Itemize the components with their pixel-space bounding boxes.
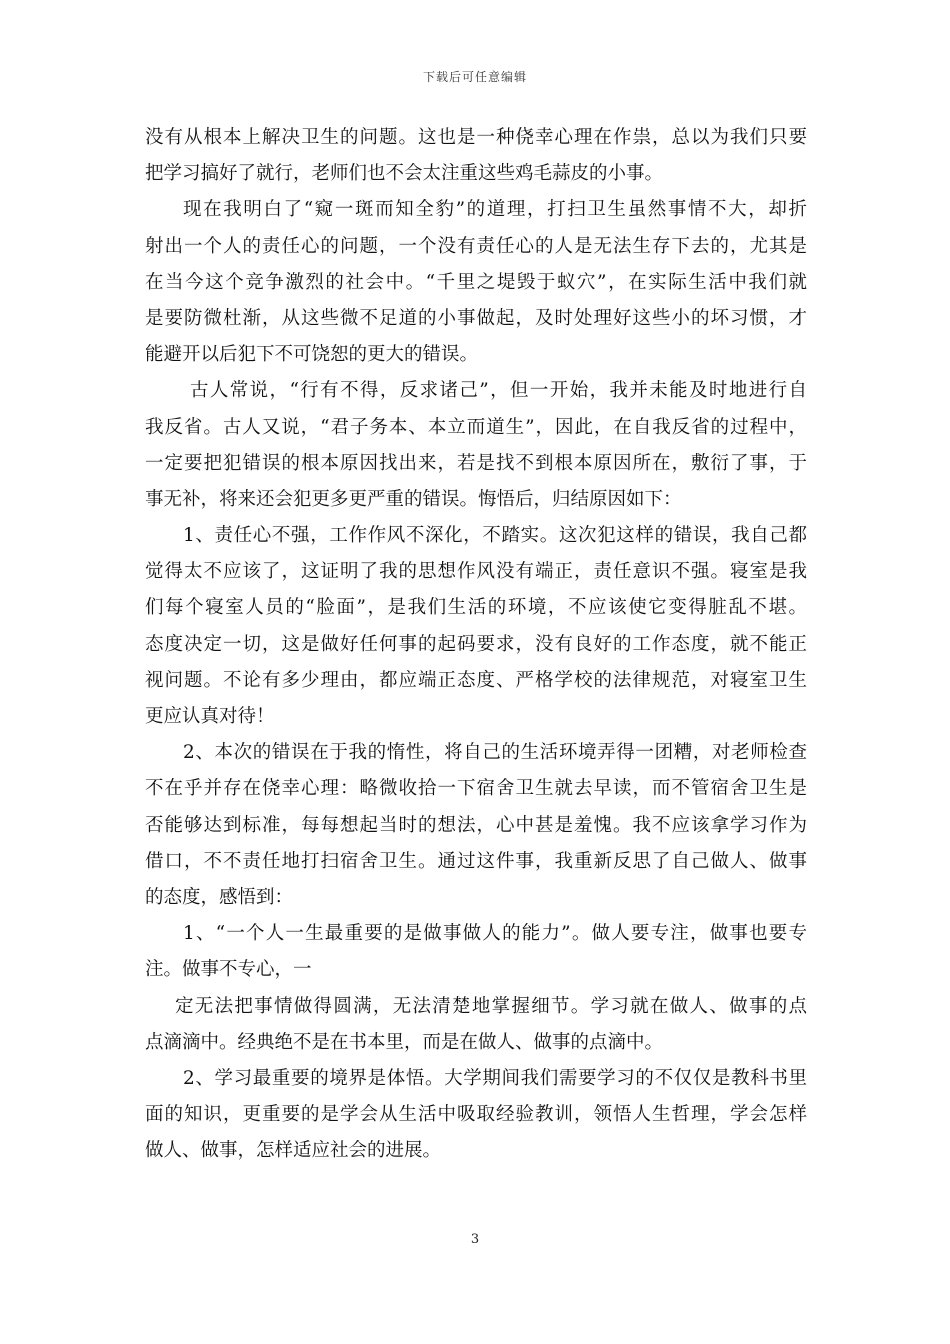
- text-line: 视问题。不论有多少理由，都应端正态度、严格学校的法律规范，对寝室卫生: [145, 669, 807, 691]
- text-line: 不在乎并存在侥幸心理：略微收拾一下宿舍卫生就去早读，而不管宿舍卫生是: [145, 778, 807, 800]
- text-line: 面的知识，更重要的是学会从生活中吸取经验教训，领悟人生哲理，学会怎样: [145, 1104, 807, 1126]
- text-line: 更应认真对待！: [145, 706, 275, 727]
- text-line: 事无补，将来还会犯更多更严重的错误。悔悟后，归结原因如下：: [145, 488, 682, 510]
- text-line: 没有从根本上解决卫生的问题。这也是一种侥幸心理在作祟，总以为我们只要: [145, 127, 807, 148]
- text-line: 2、学习最重要的境界是体悟。大学期间我们需要学习的不仅仅是教科书里: [183, 1067, 807, 1089]
- text-line: 古人常说，“行有不得，反求诸己”，但一开始，我并未能及时地进行自: [190, 380, 807, 402]
- text-line: 借口，不不责任地打扫宿舍卫生。通过这件事，我重新反思了自己做人、做事: [145, 850, 807, 872]
- text-line: 在当今这个竞争激烈的社会中。“千里之堤毁于蚁穴”，在实际生活中我们就: [145, 271, 807, 293]
- text-line: 们每个寝室人员的“脸面”，是我们生活的环境，不应该使它变得脏乱不堪。: [145, 597, 807, 619]
- page-number: 3: [470, 1232, 480, 1247]
- text-line: 1、“一个人一生最重要的是做事做人的能力”。做人要专注，做事也要专: [183, 923, 807, 945]
- text-line: 现在我明白了“窥一斑而知全豹”的道理，打扫卫生虽然事情不大，却折: [183, 199, 807, 221]
- text-line: 定无法把事情做得圆满，无法清楚地掌握细节。学习就在做人、做事的点: [175, 995, 807, 1017]
- text-line: 一定要把犯错误的根本原因找出来，若是找不到根本原因所在，敷衍了事，于: [145, 452, 807, 474]
- text-line: 的态度，感悟到：: [145, 886, 294, 908]
- text-line: 态度决定一切，这是做好任何事的起码要求，没有良好的工作态度，就不能正: [145, 633, 807, 655]
- text-line: 能避开以后犯下不可饶恕的更大的错误。: [145, 344, 479, 366]
- text-line: 2、本次的错误在于我的惰性，将自己的生活环境弄得一团糟，对老师检查: [183, 742, 807, 764]
- page-header: 下载后可任意编辑: [422, 70, 527, 84]
- text-line: 注。做事不专心，一: [145, 959, 312, 981]
- text-line: 我反省。古人又说，“君子务本、本立而道生”，因此，在自我反省的过程中，: [145, 416, 807, 438]
- text-line: 点滴滴中。经典绝不是在书本里，而是在做人、做事的点滴中。: [145, 1031, 664, 1053]
- text-line: 是要防微杜渐，从这些微不足道的小事做起，及时处理好这些小的坏习惯，才: [145, 307, 807, 329]
- text-line: 射出一个人的责任心的问题，一个没有责任心的人是无法生存下去的，尤其是: [145, 235, 807, 257]
- text-line: 1、责任心不强，工作作风不深化，不踏实。这次犯这样的错误，我自己都: [183, 525, 807, 547]
- body-text: [145, 120, 807, 1169]
- text-line: 觉得太不应该了，这证明了我的思想作风没有端正，责任意识不强。寝室是我: [145, 561, 807, 583]
- text-line: 把学习搞好了就行，老师们也不会太注重这些鸡毛蒜皮的小事。: [145, 163, 664, 185]
- text-line: 否能够达到标准，每每想起当时的想法，心中甚是羞愧。我不应该拿学习作为: [145, 814, 807, 836]
- text-line: 做人、做事，怎样适应社会的进展。: [145, 1140, 442, 1162]
